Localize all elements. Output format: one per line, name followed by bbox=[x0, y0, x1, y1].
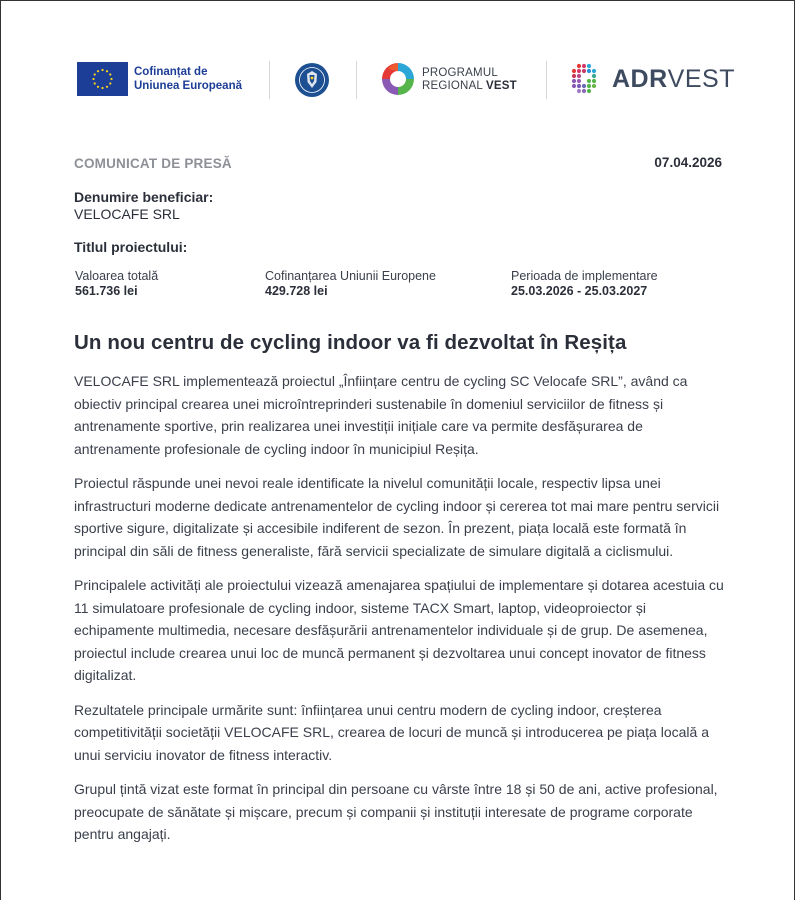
press-release-label: COMUNICAT DE PRESĂ bbox=[74, 156, 232, 171]
press-release-date: 07.04.2026 bbox=[654, 155, 722, 170]
stat-label: Cofinanțarea Uniunii Europene bbox=[265, 269, 436, 283]
adr-vest-dots-icon bbox=[567, 61, 603, 97]
beneficiary-value: VELOCAFE SRL bbox=[74, 206, 180, 222]
eu-cofinancing-label bbox=[134, 65, 242, 93]
document-content bbox=[74, 155, 724, 846]
logo-bar bbox=[77, 59, 735, 101]
stat-value: 429.728 lei bbox=[265, 284, 328, 298]
project-stats bbox=[74, 268, 724, 304]
article-paragraph: Principalele activități ale proiectului vizează amenajarea spațiului de implementare și dotarea acestuia cu 11 simulatoare profesionale de cycling indoor, sisteme TACX Smart, laptop, videoproiector și echipamente multimedia, necesare desfășurării antrenamentelor individuale și de grup. De asemenea, proiectul include crearea unui loc de muncă permanent și dezvoltarea unui concept inovator de fitness digitalizat. bbox=[74, 577, 724, 683]
programul-regional-vest-icon bbox=[380, 61, 416, 97]
article-headline: Un nou centru de cycling indoor va fi dezvoltat în Reșița bbox=[74, 331, 627, 354]
beneficiary-label: Denumire beneficiar: bbox=[74, 189, 214, 205]
eu-label-line2: Uniunea Europeană bbox=[134, 80, 242, 92]
programul-regional-vest-label bbox=[422, 67, 517, 93]
article-paragraph: Grupul țintă vizat este format în principal din persoane cu vârste între 18 și 50 de ani, active profesional, preocupate de sănătate și mișcare, precum și companii și instituții interesate de programe corporate pentru angajați. bbox=[74, 781, 718, 842]
press-header bbox=[74, 155, 724, 175]
stat-label: Valoarea totală bbox=[75, 269, 159, 283]
stat-eu-cofinancing bbox=[265, 268, 436, 299]
stat-label: Perioada de implementare bbox=[511, 269, 658, 283]
eu-label-line1: Cofinanțat de bbox=[134, 66, 208, 78]
logo-divider bbox=[546, 61, 547, 99]
prv-label-line2: REGIONAL VEST bbox=[422, 80, 517, 92]
logo-divider bbox=[269, 61, 270, 99]
article-paragraph: Proiectul răspunde unei nevoi reale identificate la nivelul comunității locale, respectiv lipsa unei infrastructuri moderne dedicate antrenamentelor de cycling indoor și cererea tot mai mare pentru servicii sportive sigure, digitalizate și accesibile indiferent de sezon. În prezent, piața locală este formată în principal din săli de fitness generaliste, fără servicii specializate de simulare digitală a ciclismului. bbox=[74, 475, 720, 559]
stat-value: 25.03.2026 - 25.03.2027 bbox=[511, 284, 648, 298]
stat-implementation-period bbox=[511, 268, 658, 299]
stat-value: 561.736 lei bbox=[75, 284, 138, 298]
logo-divider bbox=[356, 61, 357, 99]
eu-flag-icon bbox=[77, 62, 128, 96]
project-title-label: Titlul proiectului: bbox=[74, 239, 188, 255]
article-paragraph: Rezultatele principale urmărite sunt: înființarea unui centru modern de cycling indoor, creșterea competitivității societății VELOCAFE SRL, crearea de locuri de muncă și introducerea pe piața locală a unui serviciu inovator de fitness interactiv. bbox=[74, 701, 709, 763]
stat-total-value bbox=[75, 268, 158, 299]
adr-vest-label: ADRVEST bbox=[612, 65, 735, 93]
article-paragraph: VELOCAFE SRL implementează proiectul „Înființare centru de cycling SC Velocafe SRL”, având ca obiectiv principal crearea unei microîntreprinderi sustenabile în domeniul serviciilor de fitness și antrenamente sportive, prin realizarea unei investiții inițiale care va permite desfășurarea de antrenamente profesionale de cycling indoor în municipiul Reșița. bbox=[74, 373, 688, 457]
romanian-government-seal-icon bbox=[294, 62, 330, 98]
prv-label-line1: PROGRAMUL bbox=[422, 67, 498, 79]
